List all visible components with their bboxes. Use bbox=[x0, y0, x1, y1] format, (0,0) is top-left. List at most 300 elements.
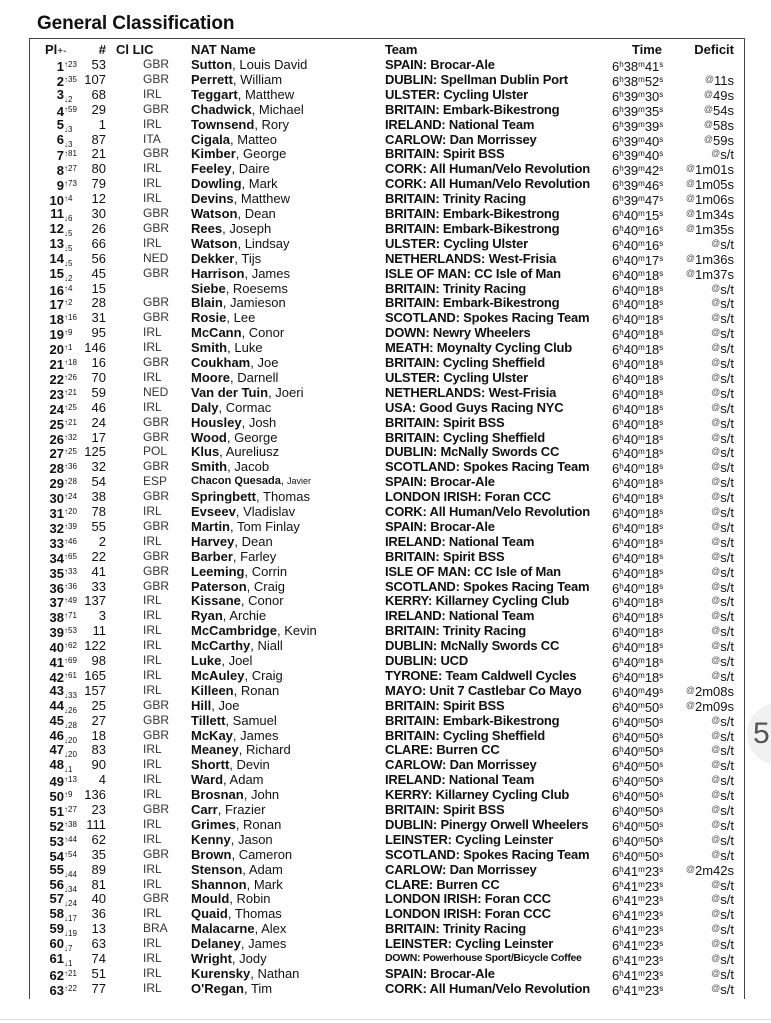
minutes: 40 bbox=[623, 655, 639, 670]
at-symbol: @ bbox=[711, 550, 721, 561]
at-symbol: @ bbox=[685, 193, 695, 204]
team-name: KERRY: Killarney Cycling Club bbox=[385, 593, 570, 609]
deficit bbox=[670, 102, 734, 118]
minutes-unit: m bbox=[638, 730, 645, 740]
team-name: BRITAIN: Embark-Bikestrong bbox=[385, 712, 560, 728]
minutes: 39 bbox=[623, 163, 639, 179]
last-name: Stenson bbox=[191, 861, 243, 877]
minutes-unit: m bbox=[638, 447, 645, 457]
table-row bbox=[30, 281, 744, 296]
rider-number: 81 bbox=[91, 876, 106, 892]
place-value: 60 bbox=[49, 936, 64, 952]
at-symbol: @ bbox=[685, 252, 695, 263]
minutes: 40 bbox=[623, 744, 639, 760]
last-name: Wright bbox=[191, 951, 232, 966]
seconds-unit: s bbox=[659, 939, 664, 949]
movement-indicator: ↑27 bbox=[64, 805, 77, 814]
rider-name: Kenny, Jason bbox=[191, 831, 273, 847]
place-value: 6 bbox=[56, 131, 64, 147]
hours-unit: h bbox=[619, 313, 624, 323]
hours: 6 bbox=[612, 699, 620, 715]
rider-name: Watson, Dean bbox=[191, 206, 276, 221]
minutes: 41 bbox=[623, 878, 639, 894]
deficit-value: s/t bbox=[720, 356, 734, 371]
table-row bbox=[30, 966, 744, 981]
first-name: Ronan bbox=[240, 682, 280, 698]
deficit-value: s/t bbox=[720, 400, 734, 416]
hours: 6 bbox=[612, 535, 620, 551]
minutes-unit: m bbox=[638, 253, 645, 263]
hours-unit: h bbox=[619, 119, 624, 129]
minutes-unit: m bbox=[638, 939, 645, 949]
seconds: 18 bbox=[644, 669, 660, 685]
first-name: Thomas bbox=[263, 489, 310, 505]
at-symbol: @ bbox=[711, 565, 721, 576]
nationality: IRL bbox=[143, 161, 162, 176]
deficit-value: s/t bbox=[720, 505, 734, 520]
deficit bbox=[670, 87, 734, 103]
first-name: Cormac bbox=[225, 399, 272, 415]
at-symbol: @ bbox=[711, 506, 721, 516]
minutes-unit: m bbox=[638, 104, 645, 114]
rider-name: Kurensky, Nathan bbox=[191, 965, 300, 981]
movement-indicator: ↓2 bbox=[64, 273, 73, 283]
seconds: 18 bbox=[644, 267, 660, 283]
seconds-unit: s bbox=[659, 611, 664, 621]
at-symbol: @ bbox=[711, 446, 721, 457]
team-name: CLARE: Burren CC bbox=[385, 742, 500, 758]
deficit bbox=[670, 251, 734, 267]
rider-number: 3 bbox=[98, 608, 106, 624]
nationality: IRL bbox=[143, 399, 162, 414]
seconds-unit: s bbox=[659, 656, 664, 665]
team-name: BRITAIN: Cycling Sheffield bbox=[385, 355, 545, 370]
hours-unit: h bbox=[619, 372, 624, 382]
seconds-unit: s bbox=[659, 358, 664, 367]
first-name: Robin bbox=[236, 891, 271, 907]
rider-number: 80 bbox=[91, 161, 106, 177]
minutes: 40 bbox=[623, 565, 639, 581]
place-value: 48 bbox=[49, 757, 64, 773]
rider-name: Siebe, Roesems bbox=[191, 280, 288, 296]
team-name: SPAIN: Brocar-Ale bbox=[385, 518, 495, 534]
first-name: Adam bbox=[248, 861, 283, 877]
deficit bbox=[670, 176, 734, 192]
first-name: Roesems bbox=[232, 280, 288, 296]
team-name: BRITAIN: Spirit BSS bbox=[385, 146, 505, 162]
place-value: 59 bbox=[49, 921, 64, 937]
rider-number: 35 bbox=[91, 846, 106, 862]
minutes: 40 bbox=[623, 416, 639, 432]
table-row bbox=[30, 728, 744, 743]
table-row bbox=[30, 891, 744, 909]
nationality: BRA bbox=[143, 921, 168, 936]
deficit-value: s/t bbox=[720, 639, 734, 655]
nationality: IRL bbox=[143, 325, 162, 340]
seconds-unit: s bbox=[659, 268, 664, 278]
rider-name: Townsend, Rory bbox=[191, 116, 289, 132]
seconds-unit: s bbox=[659, 134, 664, 144]
rider-number: 38 bbox=[91, 489, 106, 505]
movement-indicator: ↑69 bbox=[64, 656, 77, 665]
hours-unit: h bbox=[619, 909, 624, 919]
rider-number: 29 bbox=[91, 101, 106, 117]
at-symbol: @ bbox=[711, 342, 721, 353]
table-row bbox=[30, 653, 744, 668]
deficit bbox=[670, 310, 734, 326]
deficit bbox=[670, 266, 734, 282]
rider-number: 77 bbox=[91, 980, 106, 996]
hours: 6 bbox=[612, 729, 620, 745]
rider-number: 32 bbox=[91, 459, 106, 475]
last-name: Coukham bbox=[191, 355, 251, 370]
table-row bbox=[30, 921, 744, 939]
team-name: BRITAIN: Trinity Racing bbox=[385, 623, 527, 639]
place-value: 19 bbox=[49, 327, 64, 343]
movement-indicator: ↓20 bbox=[64, 735, 77, 745]
table-row bbox=[30, 444, 744, 462]
team-name: DUBLIN: UCD bbox=[385, 653, 469, 668]
hours-unit: h bbox=[619, 209, 624, 218]
minutes-unit: m bbox=[638, 670, 645, 680]
seconds: 18 bbox=[644, 655, 660, 670]
seconds: 18 bbox=[644, 520, 660, 536]
first-name: Adam bbox=[229, 772, 264, 788]
at-symbol: @ bbox=[711, 520, 721, 531]
seconds-unit: s bbox=[659, 551, 664, 561]
minutes: 40 bbox=[623, 476, 639, 492]
minutes: 40 bbox=[623, 357, 639, 372]
page-title: General Classification bbox=[37, 13, 235, 34]
seconds-unit: s bbox=[659, 834, 664, 844]
team-name: ULSTER: Cycling Ulster bbox=[385, 235, 528, 251]
seconds-unit: s bbox=[659, 581, 664, 591]
minutes-unit: m bbox=[638, 268, 645, 278]
rider-name: Shortt, Devin bbox=[191, 757, 270, 773]
nationality: IRL bbox=[143, 86, 162, 101]
movement-indicator: ↑36 bbox=[64, 581, 77, 591]
last-name: Evseev bbox=[191, 504, 236, 519]
first-name: Craig bbox=[251, 667, 283, 683]
nationality: NED bbox=[143, 384, 169, 399]
hours-unit: h bbox=[619, 521, 624, 531]
minutes-unit: m bbox=[638, 641, 645, 651]
at-symbol: @ bbox=[711, 804, 721, 814]
rider-name: Leeming, Corrin bbox=[191, 563, 288, 579]
table-row bbox=[30, 683, 744, 698]
deficit bbox=[670, 340, 734, 356]
table-row bbox=[30, 504, 744, 519]
minutes-unit: m bbox=[638, 864, 645, 874]
deficit bbox=[670, 444, 734, 460]
deficit-value: 1m37s bbox=[694, 266, 734, 282]
rider-number: 12 bbox=[91, 191, 106, 207]
first-name: Joe bbox=[257, 355, 279, 370]
nationality: GBR bbox=[143, 429, 170, 444]
minutes: 40 bbox=[623, 640, 639, 656]
nationality: IRL bbox=[143, 533, 162, 548]
movement-indicator: ↑35 bbox=[64, 74, 77, 84]
movement-indicator: ↓44 bbox=[64, 869, 77, 879]
hours-unit: h bbox=[619, 611, 624, 621]
hours: 6 bbox=[612, 878, 620, 894]
seconds-unit: s bbox=[659, 909, 664, 919]
minutes-unit: m bbox=[638, 596, 645, 606]
rider-number: 157 bbox=[84, 682, 106, 698]
minutes: 40 bbox=[623, 610, 639, 626]
seconds-unit: s bbox=[659, 596, 664, 606]
seconds: 52 bbox=[644, 73, 660, 89]
place-value: 9 bbox=[56, 178, 64, 194]
minutes: 39 bbox=[623, 118, 639, 134]
movement-indicator: ↓20 bbox=[64, 750, 77, 760]
movement-indicator: ↓5 bbox=[64, 228, 73, 238]
rider-number: 122 bbox=[84, 638, 106, 654]
movement-indicator: ↓1 bbox=[64, 959, 73, 968]
deficit-value: s/t bbox=[720, 311, 734, 327]
hours-unit: h bbox=[619, 477, 624, 487]
rider-number: 87 bbox=[91, 131, 106, 147]
at-symbol: @ bbox=[711, 401, 721, 412]
nationality: GBR bbox=[143, 846, 170, 861]
nationality: IRL bbox=[143, 623, 162, 638]
deficit bbox=[670, 862, 734, 878]
deficit bbox=[670, 459, 734, 475]
place-value: 3 bbox=[56, 86, 64, 102]
last-name: McCambridge bbox=[191, 623, 277, 639]
team-name: BRITAIN: Embark-Bikestrong bbox=[385, 220, 560, 236]
movement-indicator: ↑54 bbox=[64, 849, 77, 859]
minutes: 40 bbox=[623, 759, 639, 775]
nationality: GBR bbox=[143, 295, 170, 310]
hours-unit: h bbox=[619, 641, 624, 651]
rider-number: 89 bbox=[91, 861, 106, 877]
seconds: 18 bbox=[644, 371, 660, 387]
at-symbol: @ bbox=[711, 833, 721, 844]
at-symbol: @ bbox=[685, 178, 695, 189]
minutes: 40 bbox=[623, 729, 639, 745]
place-value: 18 bbox=[49, 312, 64, 328]
hours-unit: h bbox=[619, 954, 624, 963]
place-value: 52 bbox=[49, 818, 64, 834]
table-row bbox=[30, 266, 744, 281]
last-name: Kissane bbox=[191, 593, 241, 609]
deficit-value: s/t bbox=[720, 549, 734, 565]
minutes-unit: m bbox=[638, 760, 645, 770]
seconds: 18 bbox=[644, 312, 660, 328]
rider-name: Rosie, Lee bbox=[191, 310, 256, 326]
nationality: GBR bbox=[143, 712, 170, 727]
table-row bbox=[30, 802, 744, 817]
minutes-unit: m bbox=[638, 209, 645, 218]
minutes: 41 bbox=[623, 923, 639, 939]
minutes: 38 bbox=[623, 73, 639, 89]
hours: 6 bbox=[612, 386, 620, 402]
at-symbol: @ bbox=[711, 729, 721, 740]
minutes-unit: m bbox=[638, 462, 645, 472]
minutes-unit: m bbox=[638, 819, 645, 829]
first-name: Jamieson bbox=[230, 295, 286, 311]
hours: 6 bbox=[612, 744, 620, 760]
first-name: Frazier bbox=[224, 802, 266, 817]
seconds-unit: s bbox=[659, 641, 664, 651]
minutes-unit: m bbox=[638, 149, 645, 159]
place-value: 26 bbox=[49, 431, 64, 447]
hours: 6 bbox=[612, 252, 620, 268]
place-value: 8 bbox=[56, 163, 64, 179]
table-row bbox=[30, 534, 744, 549]
minutes: 40 bbox=[623, 312, 639, 328]
minutes-unit: m bbox=[638, 492, 645, 502]
place-value: 17 bbox=[49, 297, 64, 313]
hours: 6 bbox=[612, 461, 620, 477]
seconds: 50 bbox=[644, 789, 660, 805]
rider-number: 111 bbox=[86, 816, 106, 832]
place-value: 41 bbox=[49, 655, 64, 670]
movement-indicator: ↑9 bbox=[64, 328, 73, 338]
rider-number: 68 bbox=[91, 86, 106, 102]
nationality: IRL bbox=[143, 191, 162, 206]
deficit bbox=[670, 668, 734, 684]
rider-name: Kimber, George bbox=[191, 146, 287, 162]
table-row bbox=[30, 608, 744, 626]
hours-unit: h bbox=[619, 134, 624, 144]
team-name: BRITAIN: Trinity Racing bbox=[385, 280, 527, 296]
seconds: 18 bbox=[644, 327, 660, 343]
nationality: IRL bbox=[143, 951, 162, 965]
at-symbol: @ bbox=[711, 416, 721, 427]
rider-name: Springbett, Thomas bbox=[191, 489, 310, 505]
last-name: Feeley bbox=[191, 161, 232, 177]
team-name: LEINSTER: Cycling Leinster bbox=[385, 936, 554, 952]
last-name: Meaney bbox=[191, 742, 239, 758]
seconds: 23 bbox=[644, 982, 660, 998]
team-name: CORK: All Human/Velo Revolution bbox=[385, 980, 590, 996]
seconds: 23 bbox=[644, 893, 660, 909]
nationality: IRL bbox=[143, 504, 162, 518]
hours: 6 bbox=[612, 237, 620, 253]
movement-indicator: ↑36 bbox=[64, 462, 77, 472]
seconds: 18 bbox=[644, 625, 660, 641]
movement-indicator: ↑62 bbox=[64, 641, 77, 651]
last-name: Malacarne bbox=[191, 921, 255, 937]
hours-unit: h bbox=[619, 343, 624, 353]
at-symbol: @ bbox=[711, 610, 721, 621]
last-name: Dowling bbox=[191, 176, 242, 192]
deficit bbox=[670, 430, 734, 446]
at-symbol: @ bbox=[685, 222, 695, 233]
seconds: 18 bbox=[644, 416, 660, 432]
rider-number: 66 bbox=[91, 235, 106, 251]
first-name: Joseph bbox=[229, 220, 272, 236]
table-row bbox=[30, 161, 744, 179]
deficit-value: s/t bbox=[720, 594, 734, 610]
deficit-value: 1m34s bbox=[694, 207, 734, 222]
rider-name: McKay, James bbox=[191, 727, 279, 743]
movement-indicator: ↑25 bbox=[64, 447, 77, 457]
rider-number: 11 bbox=[92, 623, 106, 639]
movement-indicator: ↑1 bbox=[64, 343, 73, 353]
rider-name: Martin, Tom Finlay bbox=[191, 518, 300, 534]
nationality: IRL bbox=[143, 936, 162, 951]
first-name: Nathan bbox=[257, 965, 300, 981]
rider-number: 63 bbox=[91, 936, 106, 952]
rider-number: 21 bbox=[91, 146, 106, 162]
seconds-unit: s bbox=[659, 343, 664, 353]
first-name: Ronan bbox=[243, 816, 282, 832]
first-name: Richard bbox=[245, 742, 291, 758]
seconds-unit: s bbox=[659, 819, 664, 829]
hours: 6 bbox=[612, 818, 620, 834]
nationality: GBR bbox=[143, 802, 170, 816]
deficit bbox=[670, 936, 734, 952]
last-name: Van der Tuin bbox=[191, 384, 269, 400]
minutes: 40 bbox=[623, 580, 639, 596]
movement-indicator: ↓33 bbox=[64, 690, 77, 700]
last-name: Mould bbox=[191, 891, 230, 907]
hours-unit: h bbox=[619, 775, 624, 785]
last-name: McKay bbox=[191, 727, 233, 743]
team-name: BRITAIN: Trinity Racing bbox=[385, 921, 527, 937]
deficit bbox=[670, 281, 734, 297]
movement-indicator: ↑73 bbox=[64, 179, 77, 189]
deficit-value: s/t bbox=[720, 743, 734, 759]
last-name: Kurensky bbox=[191, 965, 251, 981]
place-value: 22 bbox=[49, 371, 64, 387]
nationality: IRL bbox=[143, 906, 162, 921]
team-name: MAYO: Unit 7 Castlebar Co Mayo bbox=[385, 682, 582, 698]
nationality: GBR bbox=[143, 459, 170, 474]
table-row bbox=[30, 370, 744, 385]
seconds: 18 bbox=[644, 342, 660, 358]
last-name: Grimes bbox=[191, 816, 236, 832]
place-value: 56 bbox=[49, 876, 64, 892]
deficit bbox=[670, 295, 734, 311]
team-name: CLARE: Burren CC bbox=[385, 876, 500, 892]
seconds-unit: s bbox=[659, 209, 664, 218]
seconds: 50 bbox=[644, 774, 660, 790]
table-row bbox=[30, 772, 744, 790]
rider-name: Ward, Adam bbox=[191, 772, 264, 788]
team-name: BRITAIN: Spirit BSS bbox=[385, 548, 505, 564]
minutes-unit: m bbox=[638, 924, 645, 934]
first-name: Tim bbox=[250, 980, 273, 996]
seconds-unit: s bbox=[659, 223, 664, 233]
hours: 6 bbox=[612, 789, 620, 805]
place-value: 31 bbox=[49, 506, 64, 521]
at-symbol: @ bbox=[711, 923, 721, 934]
hours: 6 bbox=[612, 401, 620, 417]
rider-name: Harrison, James bbox=[191, 265, 290, 281]
table-row bbox=[30, 57, 744, 72]
rider-name: Luke, Joel bbox=[191, 653, 253, 668]
rider-name: McAuley, Craig bbox=[191, 667, 283, 683]
at-symbol: @ bbox=[711, 908, 721, 919]
deficit bbox=[670, 638, 734, 654]
movement-indicator: ↑59 bbox=[64, 104, 77, 114]
rider-number: 53 bbox=[91, 57, 106, 72]
hours-unit: h bbox=[619, 149, 624, 159]
team-name: BRITAIN: Embark-Bikestrong bbox=[385, 295, 560, 311]
hours: 6 bbox=[612, 967, 620, 983]
deficit bbox=[670, 817, 734, 833]
table-row bbox=[30, 415, 744, 430]
nationality: IRL bbox=[143, 831, 162, 846]
hours: 6 bbox=[612, 446, 620, 462]
at-symbol: @ bbox=[711, 431, 721, 442]
seconds: 17 bbox=[644, 252, 660, 268]
seconds: 18 bbox=[644, 491, 660, 507]
